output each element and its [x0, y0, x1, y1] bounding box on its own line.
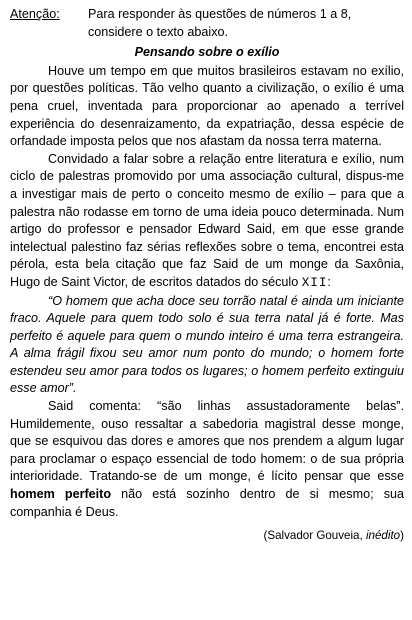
source-work: inédito	[365, 529, 401, 543]
quotation-paragraph: “O homem que acha doce seu torrão natal é ainda um iniciante fraco. Aquele para quem todo solo é sua terra natal já é forte. Mas perfeito é aquele para quem o mundo inteiro é uma terra estrangeira. A alma frágil fixou seu amor num ponto do mundo; o homem forte estendeu seu amor para todos os lugares; o homem perfeito extinguiu esse amor”.	[10, 293, 404, 396]
source-open: (	[263, 529, 268, 543]
paragraph-2-text: Convidado a falar sobre a relação entre literatura e exílio, num ciclo de palestras promovido por uma associação cultural, dispus-me a investigar mais de perto o conceito mesmo de exílio – para que a palestra não rodasse em torno de uma ideia pouco determinada. Num artigo do professor e pensador Edward Said, em que esse grande intelectual palestino faz sérias reflexões sobre o tema, encontrei esta pérola, esta bela citação que faz Said de um monge da Saxônia, Hugo de Saint Victor, de escritos datados do século	[10, 151, 404, 289]
attention-label: Atenção:	[10, 7, 60, 21]
century-numeral: XII	[301, 275, 328, 290]
text-title: Pensando sobre o exílio	[134, 45, 280, 60]
instruction-text: Para responder às questões de números 1 a 8, considere o texto abaixo.	[88, 7, 352, 39]
source-close: )	[400, 529, 404, 543]
instruction-header	[10, 6, 404, 41]
paragraph-1: Houve um tempo em que muitos brasileiros estavam no exílio, por questões políticas. Tão velho quanto a civilização, o exílio é uma pena cruel, inventada para proporcionar ao apenado a terrível experiência do desenraizamento, da expatriação, dessa espécie de orfandade imposta pelos que nos afastam da nossa terra materna.	[10, 63, 404, 149]
paragraph-2	[10, 151, 404, 293]
emphasis-homem-perfeito: homem perfeito	[10, 487, 112, 502]
source-author: Salvador Gouveia,	[267, 529, 366, 543]
source-citation	[10, 527, 404, 545]
paragraph-4-end: não está sozinho dentro de si mesmo; sua companhia é Deus.	[10, 487, 405, 519]
paragraph-4-text: Said comenta: “são linhas assustadoramente belas”. Humildemente, ouso ressaltar a sabedoria magistral desse monge, que se esquivou das dores e amores que nos prendem a algum lugar para proclamar o espaço essencial de todo homem: o de sua própria interioridade. Tratando-se de um monge, é lícito pensar que esse	[10, 399, 404, 484]
paragraph-4	[10, 398, 404, 521]
paragraph-2-end: :	[327, 274, 331, 289]
